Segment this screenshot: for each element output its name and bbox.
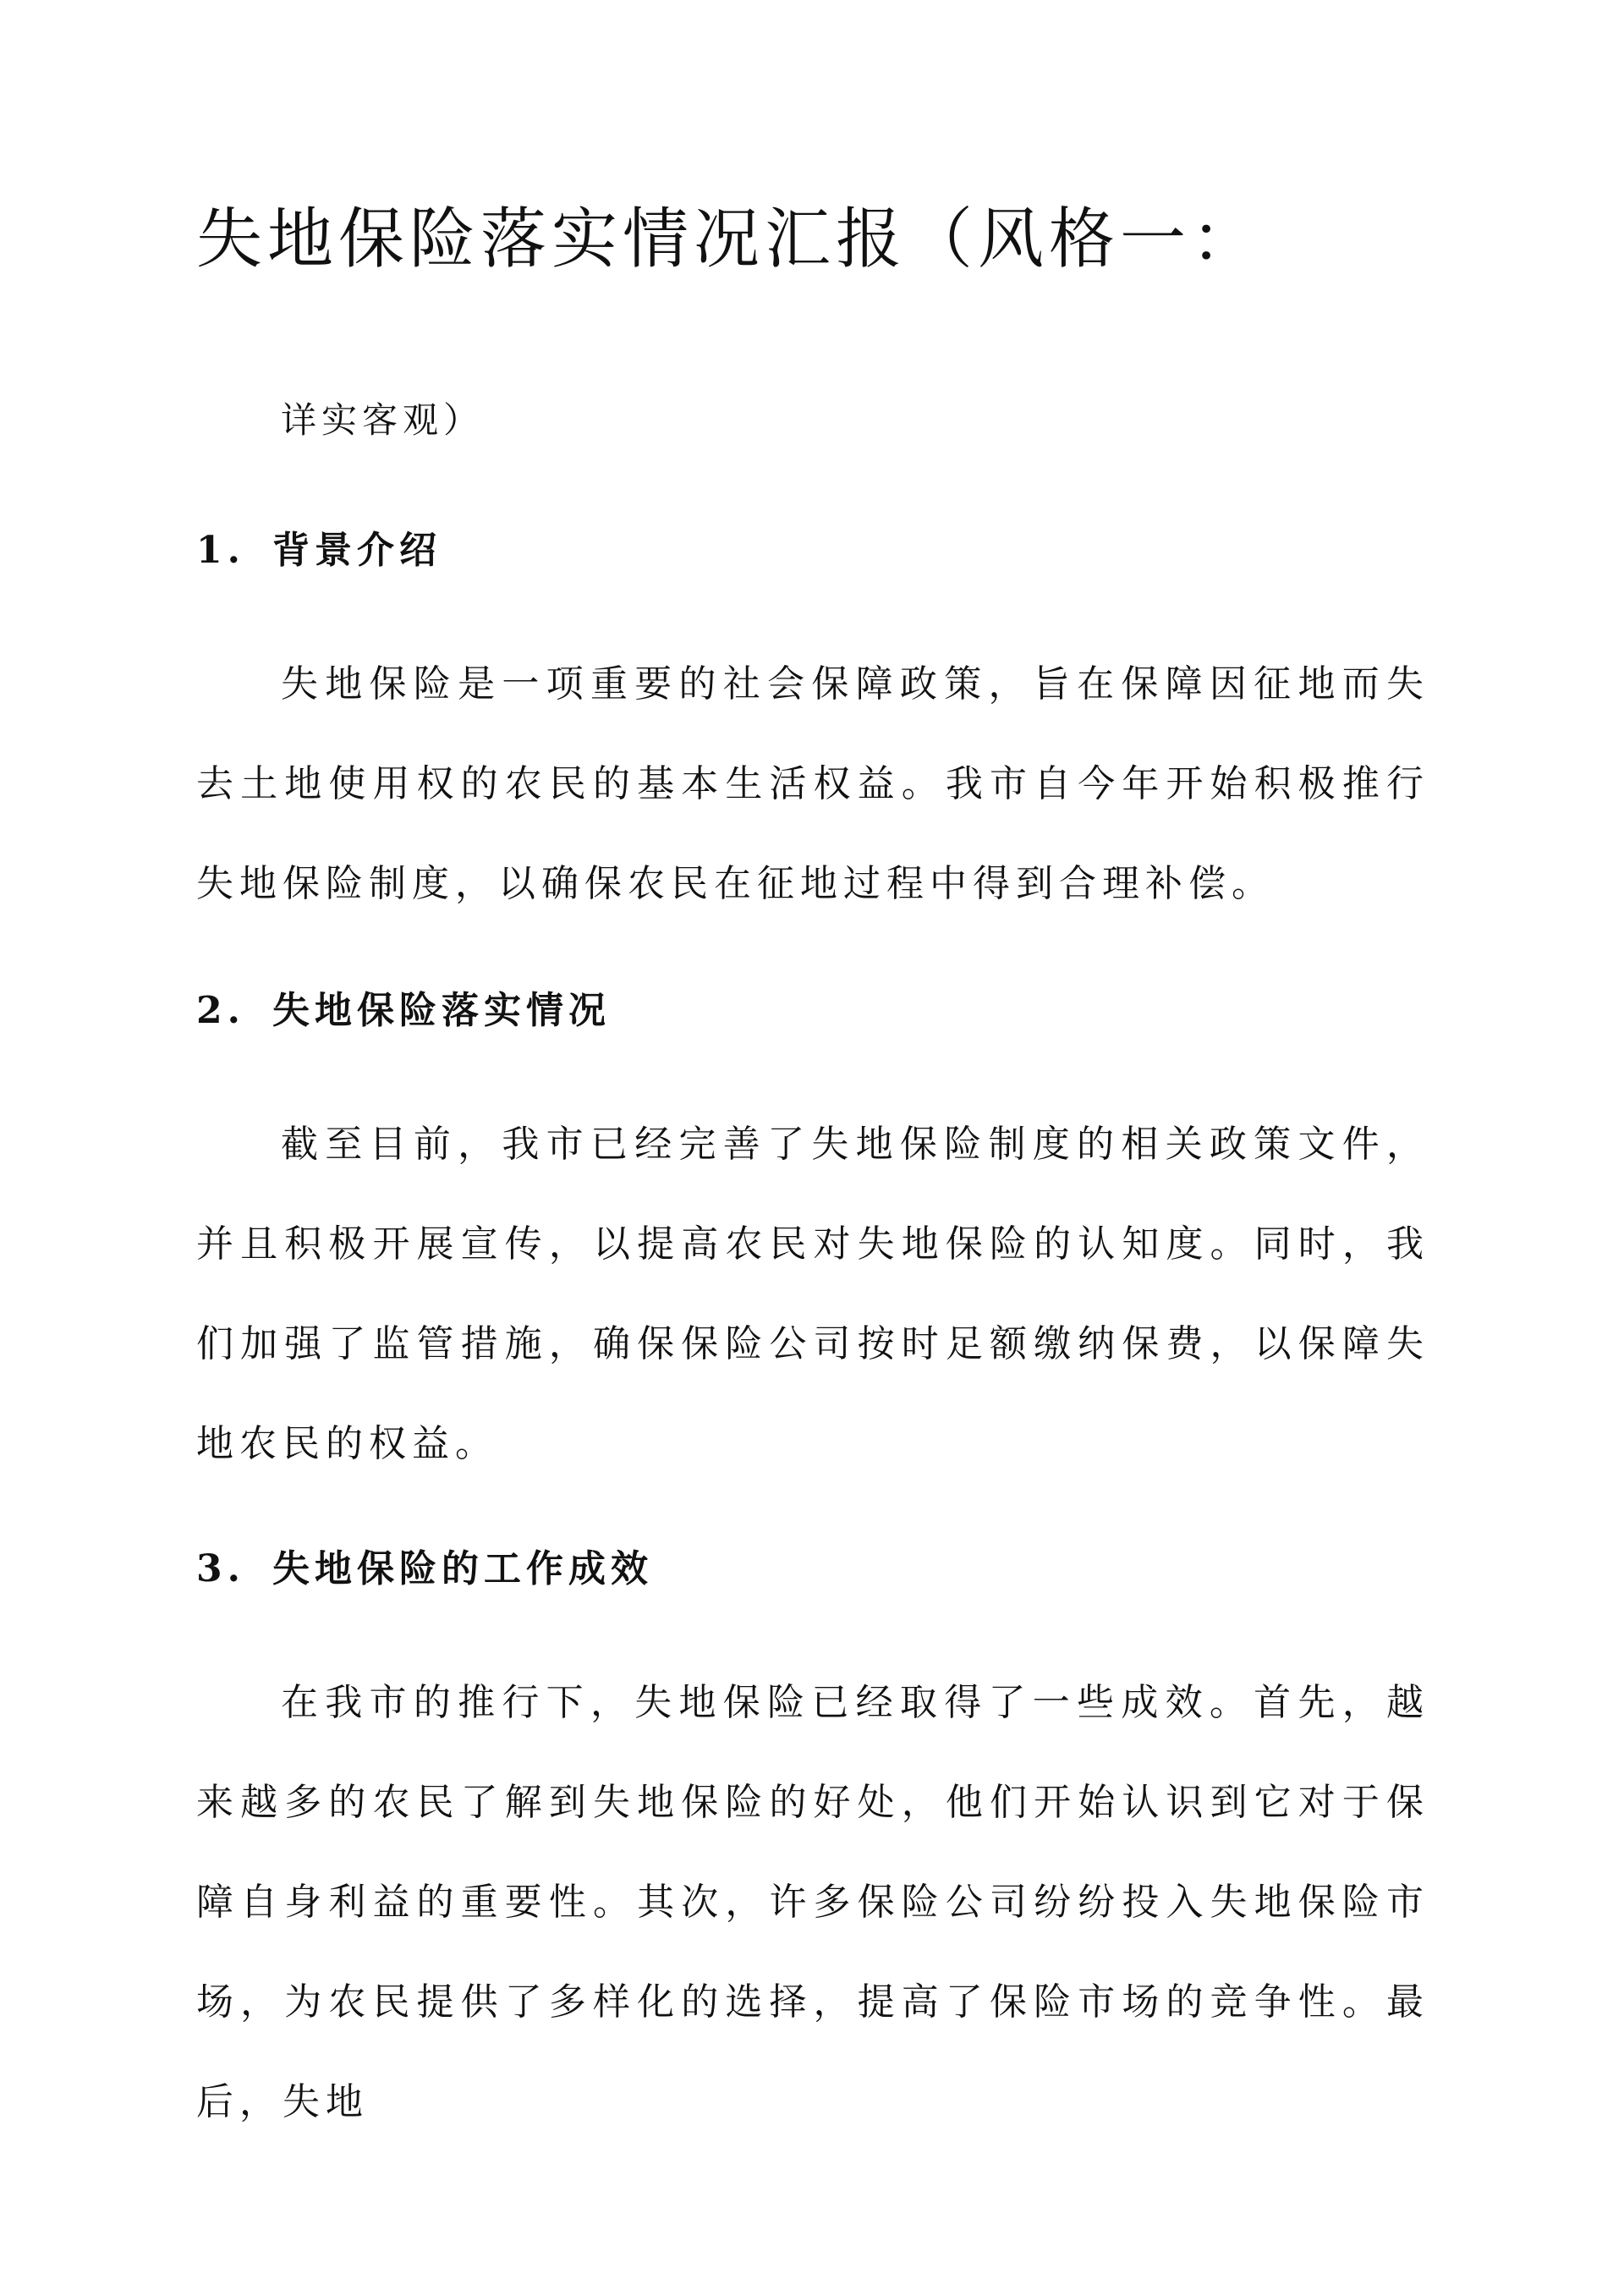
section-number: 1. — [196, 529, 245, 572]
section-number: 3. — [196, 1547, 245, 1590]
section-heading-3 — [196, 1540, 653, 1599]
document-title: 失地保险落实情况汇报（风格一： — [196, 201, 1263, 277]
section-heading-1 — [196, 521, 442, 580]
document-subtitle: 详实客观） — [281, 399, 485, 441]
section-paragraph-2: 截至目前，我市已经完善了失地保险制度的相关政策文件，并且积极开展宣传，以提高农民对失地保险的认知度。同时，我们加强了监管措施，确保保险公司按时足额缴纳保费，以保障失地农民的权益。 — [196, 1123, 1429, 1465]
section-number: 2. — [196, 989, 245, 1032]
section-paragraph-3: 在我市的推行下，失地保险已经取得了一些成效。首先，越来越多的农民了解到失地保险的好处，他们开始认识到它对于保障自身利益的重要性。其次，许多保险公司纷纷投入失地保险市场，为农民提供了多样化的选择，提高了保险市场的竞争性。最后，失地 — [196, 1681, 1429, 2123]
section-paragraph-1: 失地保险是一项重要的社会保障政策，旨在保障因征地而失去土地使用权的农民的基本生活权益。我市自今年开始积极推行失地保险制度，以确保农民在征地过程中得到合理补偿。 — [196, 662, 1429, 905]
section-title: 背景介绍 — [272, 529, 442, 572]
section-title: 失地保险的工作成效 — [272, 1547, 653, 1590]
section-title: 失地保险落实情况 — [272, 989, 611, 1032]
section-heading-2 — [196, 981, 611, 1041]
